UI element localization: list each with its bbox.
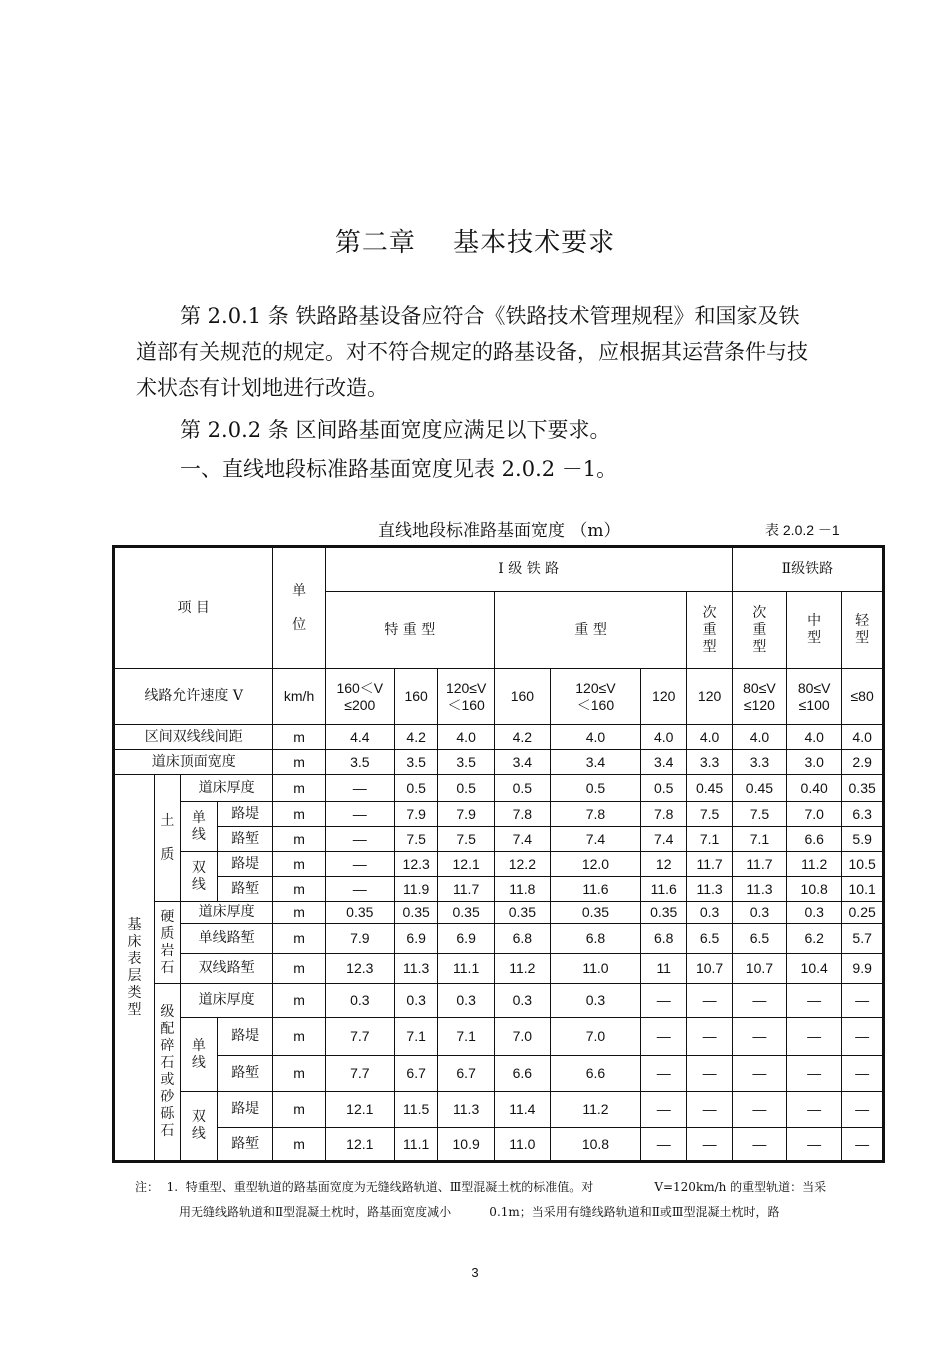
cutting-label: 路堑 [217,827,272,852]
row-unit: m [273,1128,325,1162]
cell: 10.5 [842,852,884,877]
cell: 3.4 [641,750,687,775]
cell: 11.4 [494,1092,550,1128]
cell: 0.3 [732,902,786,924]
embankment-label: 路堤 [217,852,272,877]
cell: 12.3 [325,954,394,984]
cell: 10.1 [842,877,884,902]
cell: — [842,984,884,1018]
single-line-label: 单 线 [180,1018,217,1092]
cell: 10.8 [787,877,842,902]
cell: 6.6 [787,827,842,852]
cell: — [842,1056,884,1092]
table-row [114,775,884,802]
cell: 0.3 [494,984,550,1018]
cell: 2.9 [842,750,884,775]
cell: 7.0 [787,802,842,827]
cell: 80≤V ≤120 [732,669,786,725]
cell: 7.4 [550,827,640,852]
row-unit: m [273,750,325,775]
cell: 11.3 [732,877,786,902]
cell: 10.7 [687,954,732,984]
cell: — [687,1056,732,1092]
cell: 9.9 [842,954,884,984]
row-unit: m [273,902,325,924]
row-label: 道床厚度 [180,775,273,802]
cell: 4.0 [687,725,732,750]
cell: 6.6 [550,1056,640,1092]
cell: 11.5 [394,1092,437,1128]
cell: 7.1 [732,827,786,852]
paragraph-2-0-2: 第 2.0.2 条 区间路基面宽度应满足以下要求。 [180,418,611,442]
cell: — [325,802,394,827]
cell: 4.0 [732,725,786,750]
table-row [114,924,884,954]
cell: 120 [687,669,732,725]
row-unit: m [273,924,325,954]
cell: ≤80 [842,669,884,725]
cell: — [732,1018,786,1056]
row-label: 双线路堑 [180,954,273,984]
embankment-label: 路堤 [217,1092,272,1128]
cell: — [325,775,394,802]
table-row [114,984,884,1018]
row-label: 道床顶面宽度 [114,750,273,775]
cell: 7.9 [325,924,394,954]
cell: — [325,877,394,902]
double-line-label: 双 线 [180,852,217,902]
cell: 11.2 [550,1092,640,1128]
cell: — [641,1056,687,1092]
row-label: 线路允许速度 V [114,669,273,725]
cell: 6.6 [494,1056,550,1092]
paragraph-line: 道部有关规范的规定。对不符合规定的路基设备，应根据其运营条件与技 [136,340,808,364]
cell: 7.4 [494,827,550,852]
cell: 0.25 [842,902,884,924]
cell: 10.7 [732,954,786,984]
row-unit: m [273,1056,325,1092]
cell: — [325,827,394,852]
paragraph-line: 第 2.0.1 条 铁路路基设备应符合《铁路技术管理规程》和国家及铁 [180,304,800,328]
row-unit: m [273,1018,325,1056]
table-row [114,725,884,750]
cell: 12.3 [394,852,437,877]
cell: 11.7 [438,877,494,902]
cell: 12.0 [550,852,640,877]
cell: 7.5 [687,802,732,827]
cell: 11.1 [394,1128,437,1162]
row-unit: m [273,1092,325,1128]
cell: 0.3 [438,984,494,1018]
cell: 0.35 [842,775,884,802]
cell: 4.4 [325,725,394,750]
cell: 11.6 [550,877,640,902]
cell: 0.5 [550,775,640,802]
cell: 0.5 [494,775,550,802]
cell: 6.8 [641,924,687,954]
cell: — [787,1056,842,1092]
row-label: 道床厚度 [180,984,273,1018]
header-medium: 中 型 [787,592,842,669]
single-line-label: 单 线 [180,802,217,852]
cell: 0.3 [687,902,732,924]
cell: 0.3 [787,902,842,924]
paragraph-2-0-1 [136,298,836,406]
row-unit: m [273,984,325,1018]
header-special-heavy: 特 重 型 [325,592,494,669]
double-line-label: 双 线 [180,1092,217,1162]
cell: 6.8 [494,924,550,954]
cell: — [732,1128,786,1162]
cell: 0.5 [641,775,687,802]
table-row [114,1128,884,1162]
cell: 11.9 [394,877,437,902]
cell: 7.4 [641,827,687,852]
cell: 4.2 [394,725,437,750]
cutting-label: 路堑 [217,1056,272,1092]
cell: 12.1 [438,852,494,877]
cell: 10.4 [787,954,842,984]
cell: 12 [641,852,687,877]
cell: 0.3 [325,984,394,1018]
embankment-label: 路堤 [217,802,272,827]
table-row [114,827,884,852]
cell: 7.1 [687,827,732,852]
row-label: 单线路堑 [180,924,273,954]
cell: 7.8 [550,802,640,827]
row-unit: m [273,954,325,984]
paragraph-line: 术状态有计划地进行改造。 [136,376,388,400]
cell: 6.9 [438,924,494,954]
header-light: 轻 型 [842,592,884,669]
cell: 160＜V ≤200 [325,669,394,725]
cell: 0.45 [732,775,786,802]
cell: 6.8 [550,924,640,954]
table-note-line-2: 用无缝线路轨道和Ⅱ型混凝土枕时，路基面宽度减小 0.1m；当采用有缝线路轨道和Ⅱ或Ⅲ型混凝土枕时，路 [179,1205,780,1219]
cell: 4.0 [438,725,494,750]
cell: 5.9 [842,827,884,852]
header-grade-2: Ⅱ级铁路 [732,547,883,592]
header-grade-1: Ⅰ 级 铁 路 [325,547,732,592]
table-row [114,954,884,984]
cell: 6.5 [687,924,732,954]
cell: 0.40 [787,775,842,802]
table-caption: 直线地段标准路基面宽度 （m） [378,521,621,541]
row-label: 道床厚度 [180,902,273,924]
header-item: 项 目 [114,547,273,669]
hard-rock-label: 硬 质 岩 石 [155,902,181,984]
cell: 3.5 [438,750,494,775]
table-row [114,852,884,877]
cell: 11.3 [394,954,437,984]
table-row [114,669,884,725]
cell: — [641,1018,687,1056]
cell: — [787,1018,842,1056]
base-type-label: 基 床 表 层 类 型 [114,775,155,1162]
cell: — [842,1018,884,1056]
row-unit: m [273,775,325,802]
cell: — [842,1092,884,1128]
cell: 7.1 [438,1018,494,1056]
cell: 4.2 [494,725,550,750]
cell: 3.3 [687,750,732,775]
table-row [114,902,884,924]
cell: 12.1 [325,1092,394,1128]
cell: 11.3 [687,877,732,902]
cell: 120≤V ＜160 [550,669,640,725]
cell: — [787,1128,842,1162]
cell: 0.35 [550,902,640,924]
cell: — [732,984,786,1018]
cell: 0.35 [641,902,687,924]
row-unit: m [273,802,325,827]
table-row [114,877,884,902]
soil-label: 土 质 [155,775,181,902]
cell: 4.0 [787,725,842,750]
table-row [114,1056,884,1092]
cell: 0.3 [394,984,437,1018]
row-unit: m [273,827,325,852]
cell: 7.5 [438,827,494,852]
cell: 0.35 [438,902,494,924]
cell: 7.5 [732,802,786,827]
cell: 0.35 [394,902,437,924]
cell: 11.7 [687,852,732,877]
cell: 11.0 [550,954,640,984]
row-unit: m [273,852,325,877]
cell: 0.3 [550,984,640,1018]
cell: 3.5 [325,750,394,775]
cell: 7.9 [394,802,437,827]
table-number: 表 2.0.2 －1 [765,522,840,538]
cell: 120 [641,669,687,725]
table-row [114,1018,884,1056]
cell: 7.5 [394,827,437,852]
cell: 6.7 [394,1056,437,1092]
cell: 12.2 [494,852,550,877]
chapter-heading [0,222,950,259]
cell: 6.7 [438,1056,494,1092]
cell: 3.4 [494,750,550,775]
table-row [114,1092,884,1128]
cell: 11.2 [494,954,550,984]
cell: 5.7 [842,924,884,954]
cell: 7.1 [394,1018,437,1056]
cell: 3.5 [394,750,437,775]
cell: — [641,1092,687,1128]
roadbed-width-table [112,545,885,1163]
cell: 0.35 [325,902,394,924]
cell: 3.0 [787,750,842,775]
row-unit: m [273,877,325,902]
header-sub-heavy-1: 次 重 型 [687,592,732,669]
cell: — [787,1092,842,1128]
cell: 10.9 [438,1128,494,1162]
cell: — [325,852,394,877]
cell: 12.1 [325,1128,394,1162]
cell: — [641,1128,687,1162]
cell: 11.1 [438,954,494,984]
row-unit: km/h [273,669,325,725]
cell: 160 [394,669,437,725]
cell: 7.7 [325,1018,394,1056]
row-unit: m [273,725,325,750]
cell: 7.7 [325,1056,394,1092]
table-row [114,802,884,827]
cell: — [732,1092,786,1128]
cell: 11.2 [787,852,842,877]
paragraph-item-1: 一、直线地段标准路基面宽度见表 2.0.2 －1。 [180,457,618,481]
cutting-label: 路堑 [217,877,272,902]
chapter-title: 基本技术要求 [453,228,616,258]
cell: 6.3 [842,802,884,827]
cell: 11 [641,954,687,984]
cell: 10.8 [550,1128,640,1162]
cell: — [687,984,732,1018]
cell: 11.7 [732,852,786,877]
cell: 4.0 [550,725,640,750]
graded-gravel-label: 级 配 碎 石 或 砂 砾 石 [155,984,181,1162]
cell: 3.3 [732,750,786,775]
header-heavy: 重 型 [494,592,687,669]
cell: — [732,1056,786,1092]
table-note-line-1: 注： 1. 特重型、重型轨道的路基面宽度为无缝线路轨道、Ⅲ型混凝土枕的标准值。对 V=120km/h 的重型轨道：当采 [135,1180,827,1194]
row-label: 区间双线线间距 [114,725,273,750]
cell: — [687,1128,732,1162]
cutting-label: 路堑 [217,1128,272,1162]
cell: 11.8 [494,877,550,902]
cell: 0.5 [394,775,437,802]
cell: 0.45 [687,775,732,802]
cell: — [641,984,687,1018]
table-row [114,750,884,775]
cell: 11.3 [438,1092,494,1128]
cell: — [842,1128,884,1162]
cell: 7.0 [550,1018,640,1056]
cell: 0.5 [438,775,494,802]
page-number: 3 [471,1265,479,1280]
cell: 3.4 [550,750,640,775]
cell: 7.0 [494,1018,550,1056]
header-sub-heavy-2: 次 重 型 [732,592,786,669]
chapter-number: 第二章 [334,228,416,258]
cell: — [687,1018,732,1056]
cell: 80≤V ≤100 [787,669,842,725]
cell: 7.9 [438,802,494,827]
cell: 4.0 [842,725,884,750]
cell: 6.5 [732,924,786,954]
cell: 0.35 [494,902,550,924]
header-unit: 单 位 [273,547,325,669]
cell: 7.8 [494,802,550,827]
cell: 120≤V ＜160 [438,669,494,725]
cell: 7.8 [641,802,687,827]
embankment-label: 路堤 [217,1018,272,1056]
cell: 6.2 [787,924,842,954]
cell: 11.6 [641,877,687,902]
cell: — [687,1092,732,1128]
cell: 6.9 [394,924,437,954]
cell: — [787,984,842,1018]
cell: 11.0 [494,1128,550,1162]
cell: 4.0 [641,725,687,750]
cell: 160 [494,669,550,725]
